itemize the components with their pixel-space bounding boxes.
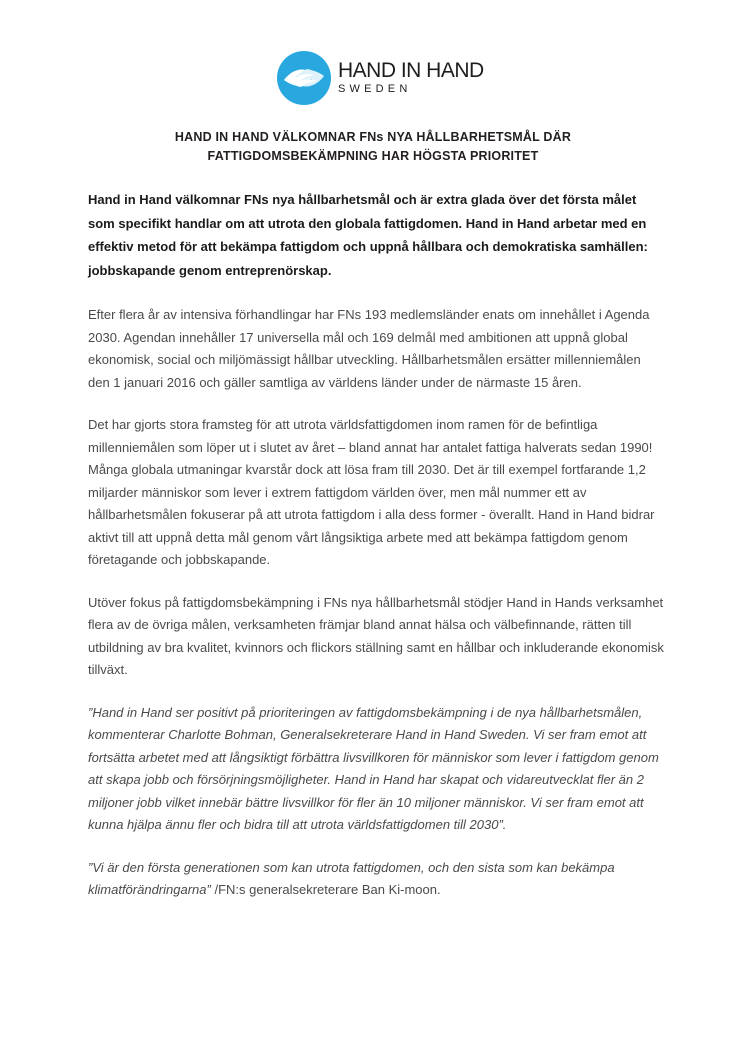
quote-paragraph-1: ”Hand in Hand ser positivt på prioriteringen av fattigdomsbekämpning i de nya hållbarhetsmålen, kommenterar Charlotte Bohman, Generalsekreterare Hand in Hand Sweden. Vi ser fram emot att fortsätta arbetet med att långsiktigt förbättra livsvillkoren för människor som lever i fattigdom genom att skapa jobb och försörjningsmöjligheter. Hand in Hand har skapat och vidareutvecklat fler än 2 miljoner jobb vilket innebär bättre livsvillkor för fler än 10 miljoner människor. Vi ser fram emot att kunna hjälpa ännu fler och bidra till att utrota världsfattigdomen till 2030”.	[88, 704, 659, 832]
headline-line-1: HAND IN HAND VÄLKOMNAR FNs NYA HÅLLBARHETSMÅL DÄR	[174, 130, 572, 144]
body-paragraph-1: Efter flera år av intensiva förhandlingar har FNs 193 medlemsländer enats om innehållet i Agenda 2030. Agendan innehåller 17 universella mål och 169 delmål med ambitionen att uppnå global ekonomisk, social och miljömässigt hållbar utveckling. Hållbarhetsmålen ersätter millenniemålen den 1 januari 2016 och gäller samtliga av världens länder under de närmaste 15 åren.	[88, 307, 650, 390]
article-body	[88, 188, 664, 922]
headline	[60, 128, 686, 166]
hand-in-hand-logo	[276, 50, 484, 106]
hands-logo-icon	[276, 50, 332, 106]
logo-subtitle: SWEDEN	[338, 83, 412, 95]
quote-text: ”Vi är den första generationen som kan utrota fattigdomen, och den sista som kan bekämpa klimatförändringarna”	[88, 859, 615, 897]
logo-title: HAND IN HAND	[338, 59, 484, 82]
body-paragraph-2: Det har gjorts stora framsteg för att utrota världsfattigdomen inom ramen för de befintliga millenniemålen som löper ut i slutet av året – bland annat har antalet fattiga halverats sedan 1990! Många globala utmaningar kvarstår dock att lösa fram till 2030. Det är till exempel fortfarande 1,2 miljarder människor som lever i extrem fattigdom världen över, men mål nummer ett av hållbarhetsmålen fokuserar på att utrota fattigdom i alla dess former - överallt. Hand in Hand bidrar aktivt till att uppnå detta mål genom vårt långsiktiga arbete med att bekämpa fattigdom genom företagande och jobbskapande.	[88, 417, 655, 567]
quote-attribution: /FN:s generalsekreterare Ban Ki-moon.	[214, 882, 441, 897]
headline-line-2: FATTIGDOMSBEKÄMPNING HAR HÖGSTA PRIORITET	[207, 149, 539, 163]
lead-paragraph: Hand in Hand välkomnar FNs nya hållbarhetsmål och är extra glada över det första målet som specifikt handlar om att utrota den globala fattigdomen. Hand in Hand arbetar med en effektiv metod för att bekämpa fattigdom och uppnå hållbara och demokratiska samhällen: jobbskapande genom entreprenörskap.	[88, 192, 648, 278]
body-paragraph-3: Utöver fokus på fattigdomsbekämpning i FNs nya hållbarhetsmål stödjer Hand in Hands verksamhet flera av de övriga målen, verksamheten främjar bland annat hälsa och välbefinnande, rätten till utbildning av bra kvalitet, kvinnors och flickors ställning samt en hållbar och inkluderande ekonomisk tillväxt.	[88, 594, 664, 677]
quote-paragraph-2	[88, 857, 664, 902]
